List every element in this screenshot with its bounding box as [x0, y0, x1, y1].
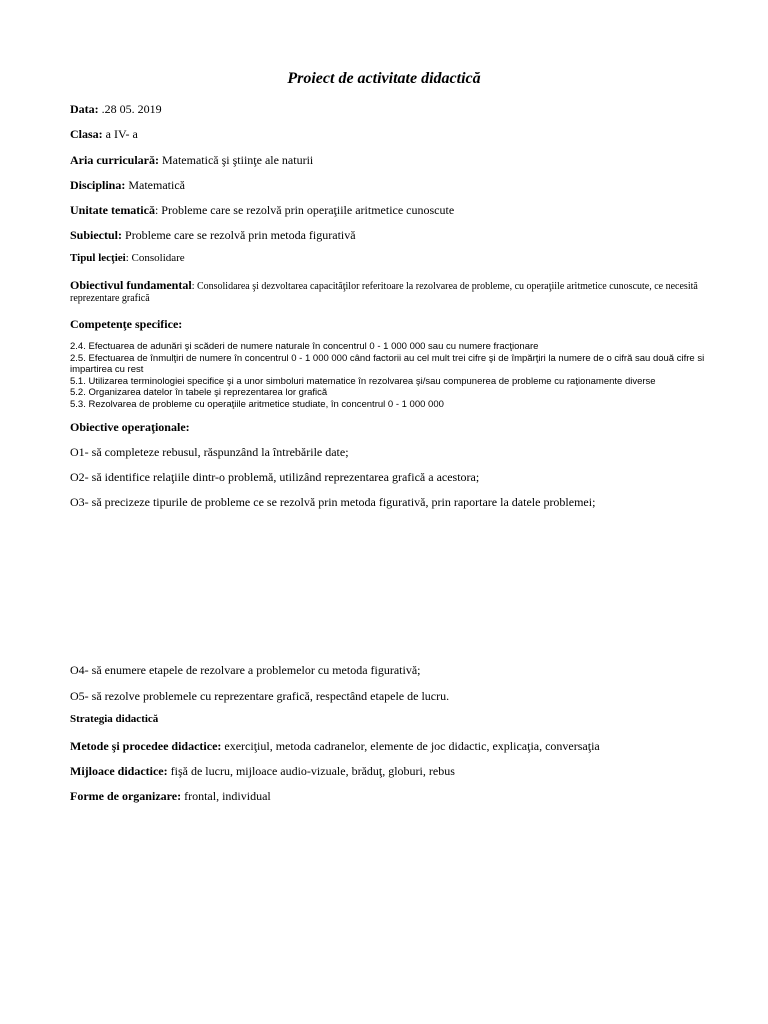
list-item: 2.5. Efectuarea de înmulţiri de numere în concentrul 0 - 1 000 000 când factorii au cel mult trei cifre şi de împărţiri la numere de o cifră sau două cifre si impartirea cu rest — [70, 352, 705, 375]
field-label: Data: — [70, 102, 99, 116]
field-value: : Probleme care se rezolvă prin operaţiile aritmetice cunoscute — [154, 203, 455, 217]
list-item: 5.1. Utilizarea terminologiei specifice şi a unor simboluri matematice în rezolvarea şi/sau compunerea de probleme cu raţionamente diverse — [70, 375, 656, 387]
field-mijloace — [70, 764, 455, 778]
field-obiectiv-fundamental — [70, 279, 700, 305]
section-heading-obiective — [70, 420, 190, 434]
list-item: 2.4. Efectuarea de adunări şi scăderi de numere naturale în concentrul 0 - 1 000 000 sau cu numere fracţionare — [70, 341, 539, 352]
field-label: Forme de organizare: — [70, 789, 182, 803]
field-value: : Consolidarea şi dezvoltarea capacităţilor referitoare la rezolvarea de probleme, cu operaţiile aritmetice cunoscute, ce necesită reprezentare grafică — [70, 281, 698, 304]
competente-list — [70, 341, 705, 410]
objective-o2: O2- să identifice relaţiile dintr-o problemă, utilizând reprezentarea grafică a acestora; — [70, 470, 480, 484]
field-value: .28 05. 2019 — [98, 102, 162, 116]
field-forme-organizare — [70, 789, 271, 803]
field-label: Subiectul: — [70, 228, 123, 242]
field-aria-curriculara — [70, 153, 313, 167]
field-metode — [70, 739, 600, 753]
field-label: Unitate tematică — [70, 203, 155, 217]
field-label: Mijloace didactice: — [70, 764, 168, 778]
field-label: Obiectivul fundamental — [70, 278, 192, 292]
field-value: Probleme care se rezolvă prin metoda figurativă — [122, 228, 356, 242]
section-heading-strategia — [70, 714, 158, 726]
field-tipul-lectiei — [70, 253, 185, 265]
objective-o3: O3- să precizeze tipurile de probleme ce se rezolvă prin metoda figurativă, prin raportare la datele problemei; — [70, 495, 596, 509]
objective-o5: O5- să rezolve problemele cu reprezentare grafică, respectând etapele de lucru. — [70, 689, 450, 703]
field-clasa — [70, 127, 138, 141]
field-value: exerciţiul, metoda cadranelor, elemente de joc didactic, explicaţia, conversaţia — [221, 739, 600, 753]
list-item: 5.2. Organizarea datelor în tabele şi reprezentarea lor grafică — [70, 387, 328, 398]
field-data — [70, 102, 162, 116]
list-item: 5.3. Rezolvarea de probleme cu operaţiile aritmetice studiate, în concentrul 0 - 1 000 000 — [70, 398, 444, 410]
field-label: Clasa: — [70, 127, 103, 141]
field-value: Matematică — [125, 178, 185, 192]
field-subiectul — [70, 228, 356, 242]
field-label: Disciplina: — [70, 178, 126, 192]
objective-o1: O1- să completeze rebusul, răspunzând la întrebările date; — [70, 445, 349, 459]
section-heading-label: Strategia didactică — [70, 713, 159, 725]
section-heading-label: Obiective operaţionale: — [70, 420, 190, 434]
field-value: frontal, individual — [181, 789, 271, 803]
field-label: Aria curriculară: — [70, 153, 159, 167]
section-heading-label: Competenţe specifice: — [70, 317, 183, 331]
field-value: : Consolidare — [125, 252, 185, 264]
field-value: a IV- a — [102, 127, 138, 141]
document-title: Proiect de activitate didactică — [287, 70, 481, 87]
field-value: fişă de lucru, mijloace audio-vizuale, brăduţ, globuri, rebus — [167, 764, 455, 778]
objective-o4: O4- să enumere etapele de rezolvare a problemelor cu metoda figurativă; — [70, 663, 421, 677]
field-label: Metode şi procedee didactice: — [70, 739, 222, 753]
field-label: Tipul lecţiei — [70, 252, 126, 264]
field-disciplina — [70, 178, 185, 192]
section-heading-competente — [70, 317, 182, 331]
field-value: Matematică şi ştiinţe ale naturii — [158, 153, 314, 167]
field-unitate-tematica — [70, 203, 454, 217]
